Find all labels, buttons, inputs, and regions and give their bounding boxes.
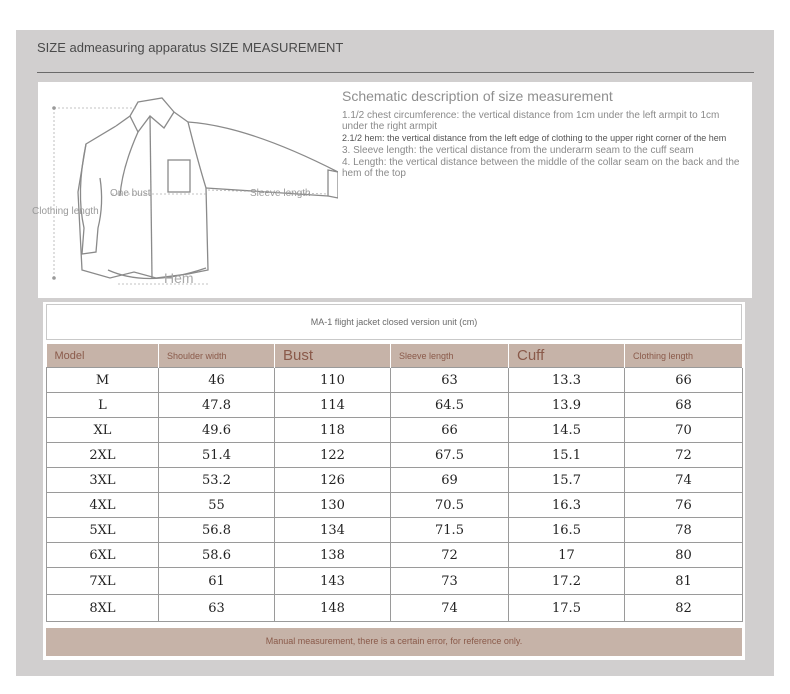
cell-bust: 130 <box>275 493 391 518</box>
cell-model: XL <box>47 418 159 443</box>
description-line-1: 1.1/2 chest circumference: the vertical distance from 1cm under the left armpit to 1cm under the right armpit <box>342 110 720 132</box>
cell-shoulder-width: 46 <box>159 368 275 393</box>
cell-model: 5XL <box>47 518 159 543</box>
header-shoulder-width: Shoulder width <box>159 344 275 368</box>
cell-bust: 148 <box>275 595 391 622</box>
cell-clothing-length: 70 <box>625 418 743 443</box>
cell-clothing-length: 72 <box>625 443 743 468</box>
cell-bust: 122 <box>275 443 391 468</box>
table-row <box>47 468 743 493</box>
cell-clothing-length: 68 <box>625 393 743 418</box>
cell-bust: 126 <box>275 468 391 493</box>
table-row <box>47 493 743 518</box>
one-bust-label: One bust <box>110 188 151 199</box>
cell-sleeve-length: 74 <box>391 595 509 622</box>
cell-clothing-length: 78 <box>625 518 743 543</box>
cell-shoulder-width: 51.4 <box>159 443 275 468</box>
cell-cuff: 14.5 <box>509 418 625 443</box>
cell-sleeve-length: 70.5 <box>391 493 509 518</box>
header-sleeve-length: Sleeve length <box>391 344 509 368</box>
cell-sleeve-length: 67.5 <box>391 443 509 468</box>
table-row <box>47 393 743 418</box>
table-footer-note: Manual measurement, there is a certain error, for reference only. <box>46 628 742 656</box>
cell-shoulder-width: 49.6 <box>159 418 275 443</box>
cell-cuff: 15.1 <box>509 443 625 468</box>
cell-sleeve-length: 71.5 <box>391 518 509 543</box>
cell-bust: 138 <box>275 543 391 568</box>
header-model: Model <box>47 344 159 368</box>
cell-model: 6XL <box>47 543 159 568</box>
cell-sleeve-length: 66 <box>391 418 509 443</box>
cell-shoulder-width: 56.8 <box>159 518 275 543</box>
cell-shoulder-width: 58.6 <box>159 543 275 568</box>
cell-model: M <box>47 368 159 393</box>
cell-cuff: 17 <box>509 543 625 568</box>
description-line-2: 2.1/2 hem: the vertical distance from the left edge of clothing to the upper right corner of the hem <box>342 133 727 143</box>
cell-clothing-length: 80 <box>625 543 743 568</box>
size-table-card <box>43 302 745 660</box>
cell-bust: 114 <box>275 393 391 418</box>
cell-sleeve-length: 63 <box>391 368 509 393</box>
cell-cuff: 13.9 <box>509 393 625 418</box>
size-chart-panel <box>16 30 774 676</box>
schematic-diagram <box>32 82 752 298</box>
cell-cuff: 17.2 <box>509 568 625 595</box>
cell-cuff: 16.3 <box>509 493 625 518</box>
cell-model: 8XL <box>47 595 159 622</box>
description-line-4: 4. Length: the vertical distance between the middle of the collar seam on the back and the hem of the top <box>342 157 740 179</box>
cell-cuff: 16.5 <box>509 518 625 543</box>
header-clothing-length: Clothing length <box>625 344 743 368</box>
cell-model: 2XL <box>47 443 159 468</box>
sleeve-length-label: Sleeve length <box>250 188 311 199</box>
cell-sleeve-length: 69 <box>391 468 509 493</box>
measurement-description <box>342 88 746 180</box>
cell-clothing-length: 82 <box>625 595 743 622</box>
hem-label: Hem <box>164 270 194 286</box>
table-caption: MA-1 flight jacket closed version unit (cm) <box>46 304 742 340</box>
cell-shoulder-width: 63 <box>159 595 275 622</box>
cell-shoulder-width: 47.8 <box>159 393 275 418</box>
cell-sleeve-length: 64.5 <box>391 393 509 418</box>
header-cuff: Cuff <box>509 344 625 368</box>
cell-sleeve-length: 73 <box>391 568 509 595</box>
cell-sleeve-length: 72 <box>391 543 509 568</box>
cell-bust: 110 <box>275 368 391 393</box>
clothing-length-label: Clothing length <box>32 206 99 217</box>
cell-model: 3XL <box>47 468 159 493</box>
cell-clothing-length: 76 <box>625 493 743 518</box>
cell-clothing-length: 74 <box>625 468 743 493</box>
cell-shoulder-width: 55 <box>159 493 275 518</box>
table-row <box>47 595 743 622</box>
cell-clothing-length: 81 <box>625 568 743 595</box>
cell-shoulder-width: 61 <box>159 568 275 595</box>
cell-cuff: 15.7 <box>509 468 625 493</box>
table-row <box>47 518 743 543</box>
page-title: SIZE admeasuring apparatus SIZE MEASUREMENT <box>37 40 344 55</box>
cell-cuff: 17.5 <box>509 595 625 622</box>
cell-cuff: 13.3 <box>509 368 625 393</box>
cell-model: 7XL <box>47 568 159 595</box>
table-row <box>47 568 743 595</box>
size-table <box>46 344 742 622</box>
header-bust: Bust <box>275 344 391 368</box>
cell-shoulder-width: 53.2 <box>159 468 275 493</box>
table-row <box>47 443 743 468</box>
description-line-3: 3. Sleeve length: the vertical distance from the underarm seam to the cuff seam <box>342 145 694 156</box>
cell-model: L <box>47 393 159 418</box>
description-title: Schematic description of size measurement <box>342 88 613 104</box>
table-row <box>47 368 743 393</box>
cell-model: 4XL <box>47 493 159 518</box>
table-row <box>47 418 743 443</box>
table-header-row <box>47 344 743 368</box>
cell-bust: 118 <box>275 418 391 443</box>
cell-bust: 143 <box>275 568 391 595</box>
cell-bust: 134 <box>275 518 391 543</box>
table-row <box>47 543 743 568</box>
header-divider <box>37 72 754 73</box>
cell-clothing-length: 66 <box>625 368 743 393</box>
